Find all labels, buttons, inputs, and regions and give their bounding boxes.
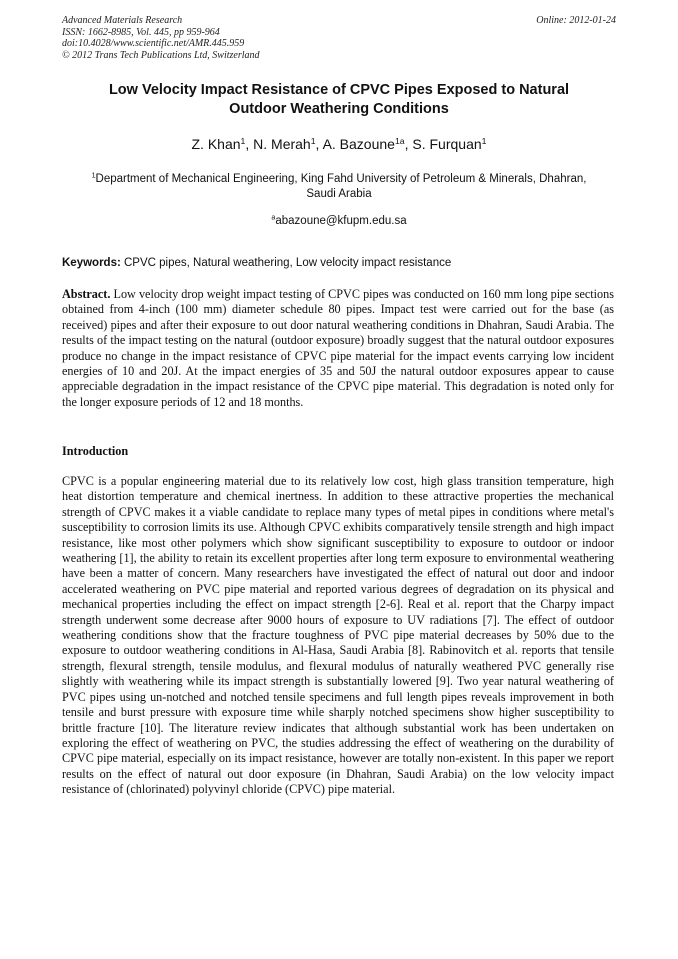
author-name: S. Furquan [412,136,482,152]
journal-doi: doi:10.4028/www.scientific.net/AMR.445.959 [62,38,245,49]
author-separator: , [404,136,413,152]
author-name: N. Merah [253,136,311,152]
paper-title-line-2: Outdoor Weathering Conditions [229,101,449,117]
author-list [62,135,616,153]
author [253,136,322,152]
author-name: A. Bazoune [322,136,395,152]
journal-name: Advanced Materials Research [62,15,183,26]
author [192,136,254,152]
email-mark: a [271,213,276,222]
author-affiliation-mark: 1 [310,135,316,146]
author-affiliation-mark: 1 [240,135,246,146]
journal-info [62,15,260,61]
abstract-text: Low velocity drop weight impact testing of CPVC pipes was conducted on 160 mm long pipe sections obtained from 4-inch (100 mm) diameter schedule 80 pipes. Impact test were carried out for the base (as received) pipes and after their exposure to out door natural weathering conditions in Dhahran, Saudi Arabia. The results of the impact testing on the natural (outdoor exposure) broadly suggest that the natural outdoor exposures produce no change in the impact resistance of CPVC pipe material for the impact events carrying low incident energies of 10 and 20J. At the impact energies of 35 and 50J the natural outdoor exposures appear to cause appreciable degradation in the impact resistance of the CPVC pipe material. This degradation is noted only for the longer exposure periods of 12 and 18 months. [62,287,614,409]
affiliation-line-2: Saudi Arabia [306,188,372,200]
keywords [62,256,616,271]
contact-email [62,214,616,229]
paper-title [62,81,616,119]
affiliation-text-1: Department of Mechanical Engineering, King Fahd University of Petroleum & Minerals, Dhahran, [95,173,587,185]
journal-issn: ISSN: 1662-8985, Vol. 445, pp 959-964 [62,26,220,38]
author-separator: , [245,136,254,152]
author-separator: , [315,136,323,152]
paper-title-line-1: Low Velocity Impact Resistance of CPVC Pipes Exposed to Natural [108,82,570,98]
section-heading-introduction: Introduction [62,444,129,458]
affiliation-mark: 1 [91,171,96,180]
abstract [62,287,614,410]
author-affiliation-mark: 1a [394,135,405,146]
introduction-paragraph: CPVC is a popular engineering material due to its relatively low cost, high glass transition temperature, high heat distortion temperature and chemical inertness. In addition to these attractive properties the mechanical strength of CPVC makes it a viable candidate to replace many types of metal pipes in conditions where metal's susceptibility to corrosion limits its use. Although CPVC exhibits comparatively tensile strength and high impact resistance, like most other polymers which show significant susceptibility to exposure to outdoor or indoor weathering [1], the ability to retain its excellent properties after long term exposure to environmental weathering have been a matter of concern. Many researchers have investigated the effect of natural out door and indoor accelerated weathering on PVC pipe material and reported various degrees of degradation on its physical and mechanical properties including the effect on impact strength [2-6]. Real et al. report that the Charpy impact strength underwent some decrease after 9000 hours of exposure to UV radiations [7]. The effect of outdoor weathering conditions show that the fracture toughness of PVC pipe material decreases by 50% due to the exposure to outdoor weathering conditions in Al-Hasa, Saudi Arabia [8]. Rabinovitch et al. reports that tensile strength, flexural strength, tensile modulus, and flexural modulus of naturally weathered PVC generally rise slightly with weathering while its impact strength is substantially lowered [9]. Two year natural weathering of PVC pipes using un-notched and notched tensile specimens and full length pipes reveals improvement in both tensile and burst pressure with exposure time while sharply notched specimens show higher susceptibility to brittle fracture [10]. The literature review indicates that although substantial work has been undertaken on exploring the effect of weathering on PVC, the studies addressing the effect of weathering on the durability of CPVC pipe material, especially on its impact resistance, however are totally non-existent. In this paper we report results on the effect of natural out door exposure (in Dhahran, Saudi Arabia) on the low velocity impact resistance of (chlorinated) polyvinyl chloride (CPVC) pipe material. [62,474,614,797]
author-name: Z. Khan [191,136,241,152]
abstract-label: Abstract. [62,287,111,301]
affiliation-line-1 [62,172,616,187]
email-address: abazoune@kfupm.edu.sa [275,215,407,227]
affiliation [62,172,616,202]
author-affiliation-mark: 1 [481,135,487,146]
author [323,136,413,152]
author [412,136,486,152]
journal-copyright: © 2012 Trans Tech Publications Ltd, Switzerland [62,49,260,61]
keywords-label: Keywords: [62,257,121,269]
online-date: Online: 2012-01-24 [536,15,616,26]
keywords-text: CPVC pipes, Natural weathering, Low velocity impact resistance [120,257,452,269]
